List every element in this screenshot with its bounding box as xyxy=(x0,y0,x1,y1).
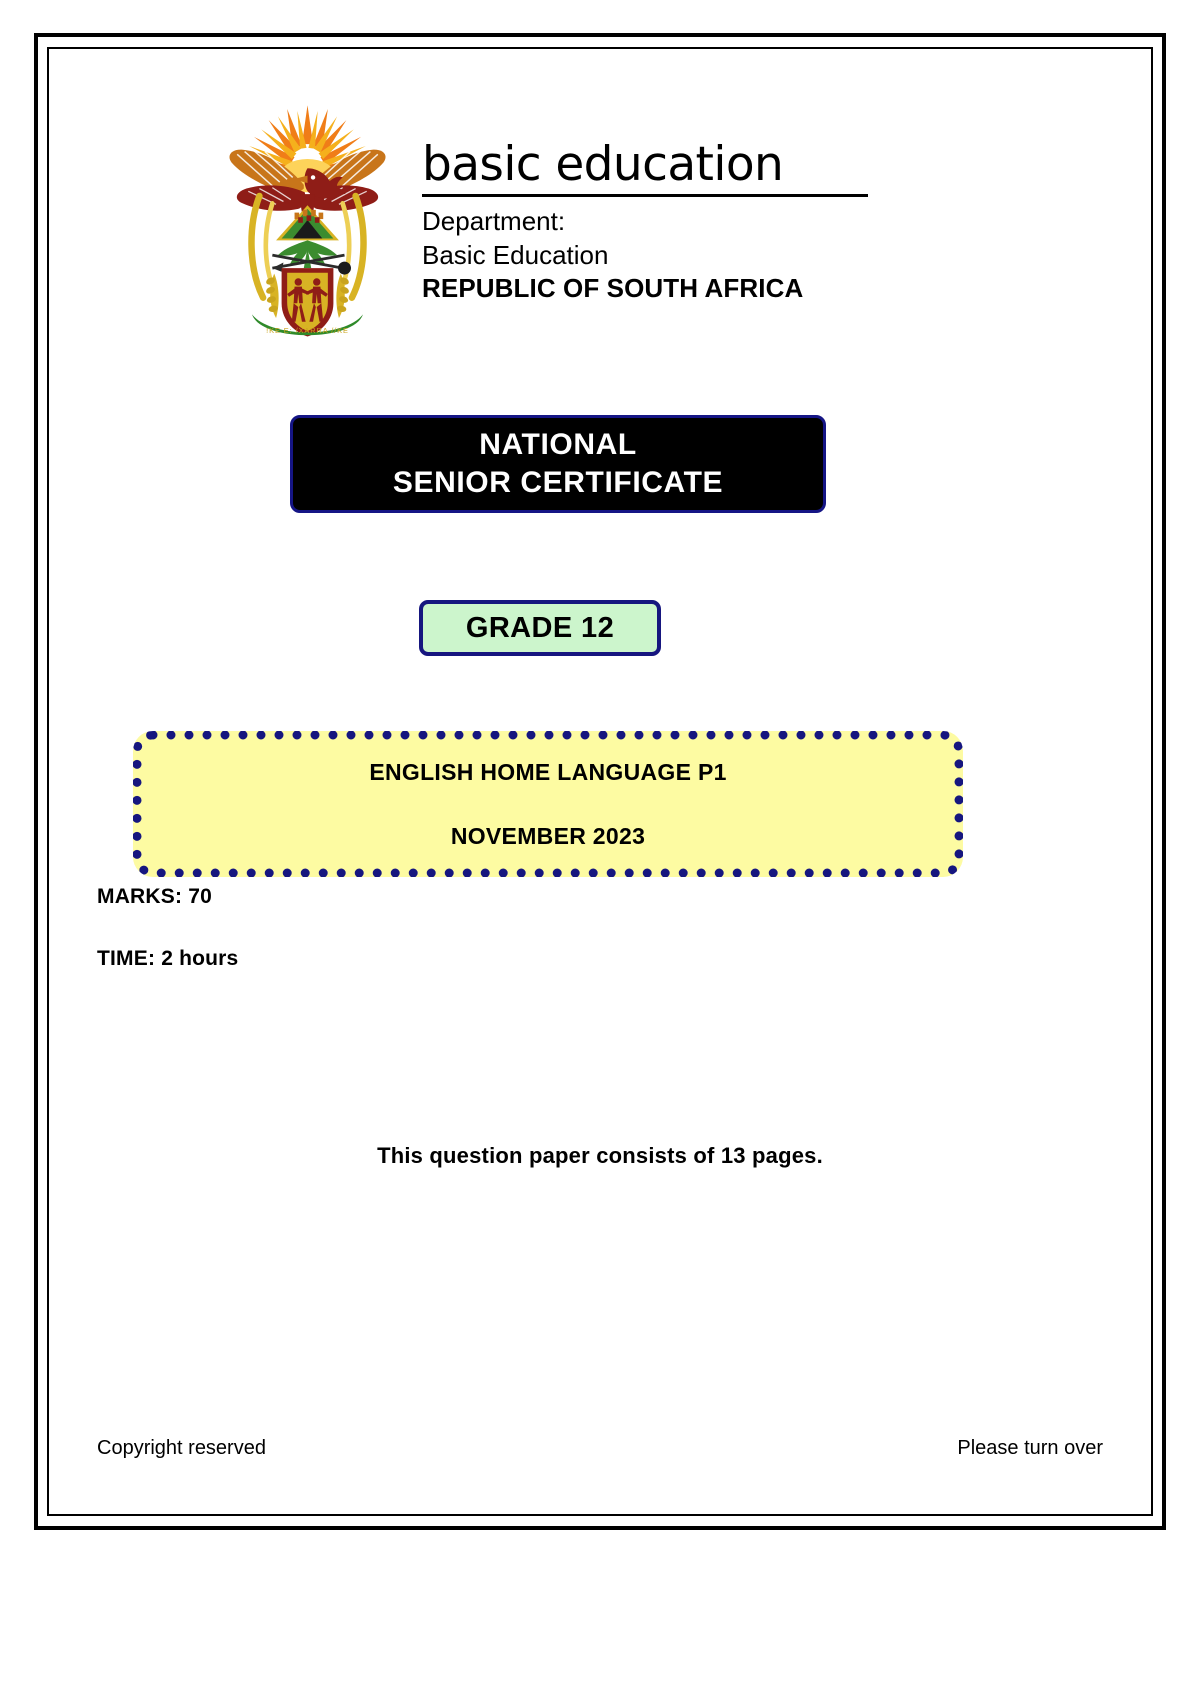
grade-plate xyxy=(419,600,661,656)
certificate-line-2: SENIOR CERTIFICATE xyxy=(392,466,724,499)
national-senior-certificate-plate xyxy=(290,415,826,513)
masthead-text-block xyxy=(422,92,868,305)
department-name: Basic Education xyxy=(422,239,609,270)
marks-line: MARKS: 70 xyxy=(97,885,212,908)
grade-label: GRADE 12 xyxy=(465,611,615,644)
page-count-statement: This question paper consists of 13 pages. xyxy=(377,1143,823,1168)
south-african-coat-of-arms-icon xyxy=(215,96,400,344)
page-footer xyxy=(97,1437,1103,1460)
exam-session: NOVEMBER 2023 xyxy=(450,822,646,849)
masthead xyxy=(47,92,1153,344)
exam-meta-block xyxy=(97,885,597,971)
svg-text:!KE E: /XARRA //KE: !KE E: /XARRA //KE xyxy=(266,325,349,335)
time-line: TIME: 2 hours xyxy=(97,947,239,970)
brand-title: basic education xyxy=(422,137,784,192)
footer-copyright: Copyright reserved xyxy=(97,1437,266,1459)
subject-plate xyxy=(133,731,963,877)
brand-underline xyxy=(422,194,868,197)
page-content xyxy=(47,47,1153,1516)
country-name: REPUBLIC OF SOUTH AFRICA xyxy=(422,272,804,303)
department-label: Department: xyxy=(422,206,566,237)
subject-title: ENGLISH HOME LANGUAGE P1 xyxy=(369,758,727,785)
footer-turn-over: Please turn over xyxy=(957,1437,1103,1459)
certificate-line-1: NATIONAL xyxy=(479,427,637,461)
